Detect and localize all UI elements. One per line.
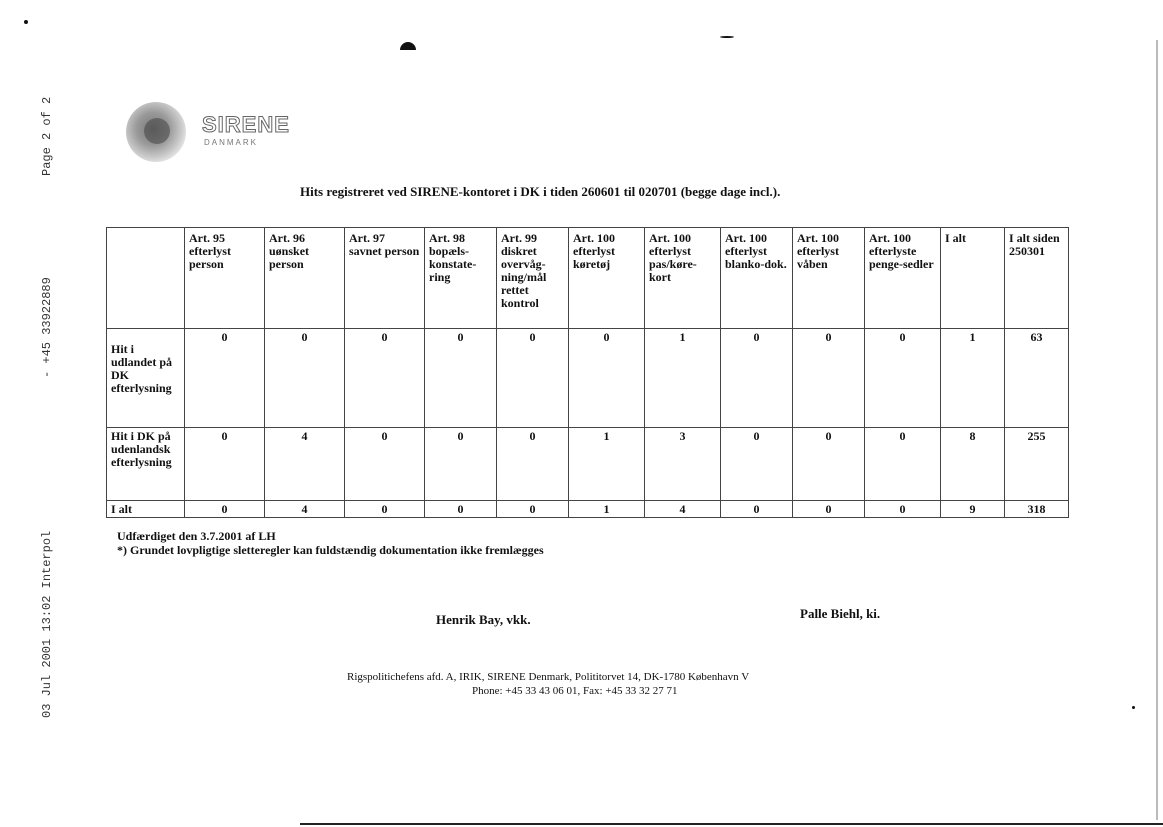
table-cell: 0	[793, 329, 865, 428]
table-cell: 8	[941, 428, 1005, 501]
table-header-cell: I alt siden 250301	[1005, 228, 1069, 329]
fax-timestamp: 03 Jul 2001 13:02 Interpol	[40, 530, 54, 718]
table-total-row	[107, 501, 1069, 518]
table-header-cell: I alt	[941, 228, 1005, 329]
table-cell: 318	[1005, 501, 1069, 518]
table-header-cell: Art. 100 efterlyst køretøj	[569, 228, 645, 329]
table-cell: 0	[865, 329, 941, 428]
table-header-cell: Art. 98 bopæls-konstate-ring	[425, 228, 497, 329]
sirene-logo	[120, 98, 290, 168]
scan-speck	[720, 36, 734, 38]
table-cell: 4	[645, 501, 721, 518]
table-cell: 0	[425, 428, 497, 501]
table-header-row	[107, 228, 1069, 329]
table-cell: 0	[185, 501, 265, 518]
table-cell: 0	[425, 501, 497, 518]
table-cell: 63	[1005, 329, 1069, 428]
table-cell: 0	[865, 428, 941, 501]
table-cell: 0	[793, 428, 865, 501]
table-cell: 0	[721, 501, 793, 518]
scan-speck	[1132, 706, 1135, 709]
table-header-cell: Art. 96 uønsket person	[265, 228, 345, 329]
scan-speck	[24, 20, 28, 24]
table-cell: 0	[497, 428, 569, 501]
scan-edge	[1156, 40, 1158, 820]
table-cell: 0	[721, 329, 793, 428]
scan-bottom-line	[300, 823, 1163, 825]
table-row	[107, 329, 1069, 428]
scan-speck	[400, 42, 416, 50]
fax-transmission-header	[40, 0, 60, 827]
table-cell: 0	[265, 329, 345, 428]
table-header-cell	[107, 228, 185, 329]
table-cell: 1	[645, 329, 721, 428]
table-cell: 1	[941, 329, 1005, 428]
table-cell: 0	[497, 501, 569, 518]
issued-note: Udfærdiget den 3.7.2001 af LH	[117, 529, 276, 543]
row-label: I alt	[107, 501, 185, 518]
row-label: Hit i udlandet på DK efterlysning	[107, 329, 185, 428]
footer-contact: Phone: +45 33 43 06 01, Fax: +45 33 32 27 71	[472, 685, 678, 697]
table-header-cell: Art. 99 diskret overvåg-ning/mål rettet kontrol	[497, 228, 569, 329]
logo-subtitle: DANMARK	[204, 138, 259, 147]
table-cell: 0	[185, 329, 265, 428]
table-cell: 0	[345, 428, 425, 501]
table-cell: 0	[185, 428, 265, 501]
footnote: *) Grundet lovpligtige sletteregler kan fuldstændig dokumentation ikke fremlægges	[117, 543, 544, 557]
table-cell: 3	[645, 428, 721, 501]
table-row	[107, 428, 1069, 501]
document-title: Hits registreret ved SIRENE-kontoret i DK i tiden 260601 til 020701 (begge dage incl.).	[300, 184, 781, 199]
table-cell: 1	[569, 501, 645, 518]
table-header-cell: Art. 100 efterlyst våben	[793, 228, 865, 329]
logo-wordmark: SIRENE	[202, 112, 290, 137]
table-header-cell: Art. 100 efterlyst blanko-dok.	[721, 228, 793, 329]
signature-left: Henrik Bay, vkk.	[436, 612, 531, 627]
table-cell: 0	[345, 501, 425, 518]
table-cell: 4	[265, 428, 345, 501]
table-cell: 255	[1005, 428, 1069, 501]
table-cell: 0	[425, 329, 497, 428]
signature-right: Palle Biehl, ki.	[800, 606, 881, 621]
table-cell: 1	[569, 428, 645, 501]
table-cell: 0	[497, 329, 569, 428]
table-cell: 4	[265, 501, 345, 518]
table-header-cell: Art. 95 efterlyst person	[185, 228, 265, 329]
table-header-cell: Art. 100 efterlyste penge-sedler	[865, 228, 941, 329]
fax-sender-number: - +45 33922889	[40, 277, 54, 378]
table-cell: 0	[793, 501, 865, 518]
fax-page-indicator: Page 2 of 2	[40, 96, 54, 176]
table-cell: 9	[941, 501, 1005, 518]
sirene-emblem-icon	[126, 102, 186, 162]
table-header-cell: Art. 100 efterlyst pas/køre-kort	[645, 228, 721, 329]
row-label: Hit i DK på udenlandsk efterlysning	[107, 428, 185, 501]
table-cell: 0	[569, 329, 645, 428]
table-cell: 0	[345, 329, 425, 428]
table-cell: 0	[865, 501, 941, 518]
footer-address: Rigspolitichefens afd. A, IRIK, SIRENE Denmark, Polititorvet 14, DK-1780 København V	[347, 671, 750, 683]
table-header-cell: Art. 97 savnet person	[345, 228, 425, 329]
table-cell: 0	[721, 428, 793, 501]
hits-table	[106, 227, 1069, 518]
